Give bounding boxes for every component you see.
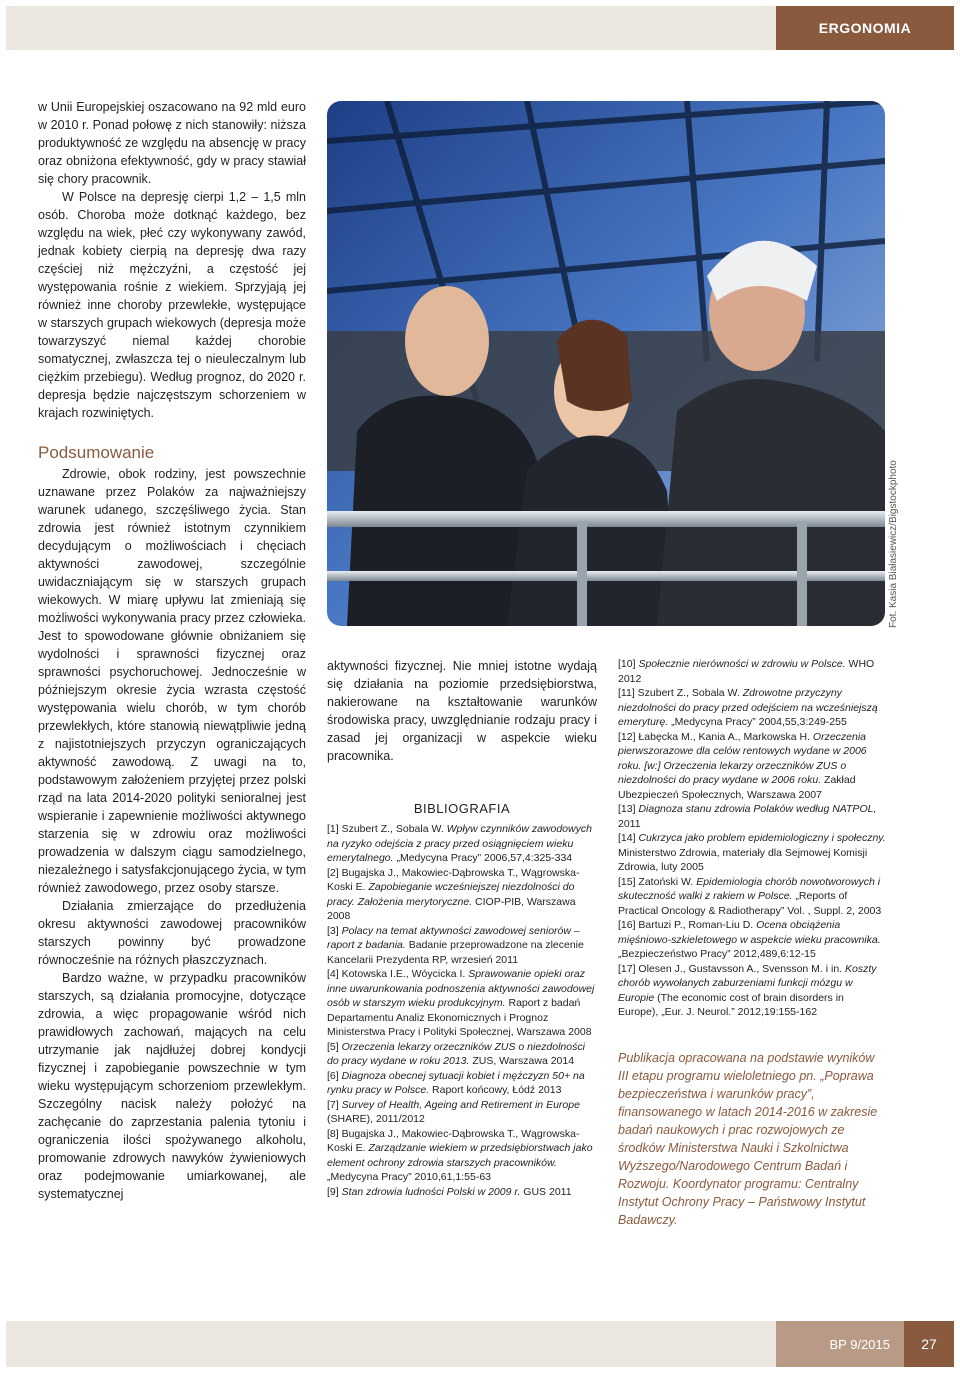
entry-source: „Reports of Practical Oncology & Radiotherapy” Vol. , Suppl. 2, 2003 [618, 890, 882, 917]
summary-continuation [327, 657, 597, 765]
bibliography-entry [618, 962, 886, 1020]
entry-source: „Bezpieczeństwo Pracy” 2012,489,6:12-15 [618, 948, 816, 960]
bibliography-entry [327, 1098, 597, 1127]
entry-authors: [6] [327, 1069, 342, 1082]
bibliography-entry [618, 831, 886, 875]
entry-source: WHO 2012 [618, 658, 875, 685]
entry-source: 2011 [618, 817, 641, 830]
bibliography-entry [327, 1185, 597, 1200]
entry-title: Stan zdrowia ludności Polski w 2009 r. [341, 1185, 521, 1198]
page-number: 27 [904, 1321, 954, 1367]
entry-title: Zarządzanie wiekiem w przedsiębiorstwach jako element ochrony zdrowia starszych pracowników. [327, 1142, 593, 1169]
entry-authors: [2] Bugajska J., Makowiec-Dąbrowska T., Wągrowska-Koski E. [327, 866, 580, 893]
section-label: ERGONOMIA [776, 6, 954, 50]
entry-title: Koszty chorób wywołanych zaburzeniami funkcji mózgu w Europie [618, 962, 877, 1004]
issue-label: BP 9/2015 [776, 1321, 904, 1367]
bibliography-entry [327, 822, 597, 866]
summary-paragraph-4: aktywności fizycznej. Nie mniej istotne wydają się działania na poziomie przedsiębiorstwa, nakierowane na kształtowanie warunków środowiska pracy, uwzględnianie rodzaju pracy i zasad jej organizacji w aspekcie wieku pracownika. [327, 659, 597, 763]
article-photo [327, 101, 885, 626]
entry-title: Survey of Health, Ageing and Retirement in Europe [341, 1098, 580, 1111]
bibliography-entry [327, 1127, 597, 1185]
bibliography-entry [327, 1069, 597, 1098]
bibliography-title: BIBLIOGRAFIA [413, 801, 511, 816]
entry-title: Diagnoza obecnej sytuacji kobiet i mężczyzn 50+ na rynku pracy w Polsce. [327, 1069, 585, 1096]
entry-title: Sprawowanie opieki oraz inne uwarunkowania podnoszenia aktywności zawodowej osób w starszym wieku produkcyjnym. [327, 968, 595, 1009]
entry-authors: [4] Kotowska I.E., Wóycicka I. [327, 968, 469, 980]
funding-note: Publikacja opracowana na podstawie wyników III etapu programu wieloletniego pn. „Poprawa bezpieczeństwa i warunków pracy”, finansowanego w latach 2014-2016 w zakresie badań naukowych i prac rozwojowych ze środków Ministerstwa Nauki i Szkolnictwa Wyższego/Narodowego Centrum Badań i Rozwoju. Koordynator programu: Centralny Instytut Ochrony Pracy – Państwowy Instytut Badawczy. [618, 1051, 878, 1227]
entry-authors: [7] [327, 1098, 342, 1111]
entry-source: Badanie przeprowadzone na zlecenie Kancelarii Prezydenta RP, wrzesień 2011 [327, 939, 584, 966]
entry-authors: [9] [327, 1185, 342, 1198]
bibliography-list-b [618, 657, 886, 1020]
entry-authors: [5] [327, 1040, 342, 1053]
entry-source: Raport z badań Departamentu Analiz Ekonomicznych i Prognoz Ministerstwa Pracy i Polityki Społecznej, Warszawa 2008 [327, 997, 592, 1038]
entry-authors: [11] Szubert Z., Sobala W. [618, 687, 743, 699]
intro-paragraph-1: w Unii Europejskiej oszacowano na 92 mld euro w 2010 r. Ponad połowę z nich stanowiły: niższa produktywność ze względu na absencję w pracy oraz obniżona efektywność, gdy w pracy stawiał się chory pracownik. [38, 100, 306, 186]
entry-authors: [13] [618, 803, 639, 815]
entry-source: Zakład Ubezpieczeń Społecznych, Warszawa 2007 [618, 774, 856, 801]
bibliography-entry [327, 967, 597, 1040]
entry-title: Ocena obciążenia mięśniowo-szkieletowego w aspekcie wieku pracownika. [618, 919, 881, 946]
entry-authors: [15] Zatoński W. [618, 875, 697, 888]
footer-band [6, 1321, 954, 1367]
bibliography-entry [618, 918, 886, 962]
summary-text [38, 465, 306, 1203]
entry-source: (SHARE), 2011/2012 [327, 1113, 425, 1125]
entry-title: Orzeczenia pierwszorazowe dla celów rentowych wydane w 2006 roku. [w:] Orzeczenia lekarzy orzeczników ZUS o niezdolności do pracy wydane w 2006 roku. [618, 730, 867, 786]
entry-source: „Medycyna Pracy” 2010,61,1:55-63 [327, 1171, 492, 1183]
header-band [6, 6, 954, 50]
summary-paragraph-3: Bardzo ważne, w przypadku pracowników starszych, są działania promocyjne, dotyczące zdrowia, a więc propagowanie wśród nich prawidłowych zachowań, mających na celu utrzymanie jak najdłużej dobrej kondycji fizycznej i zapobieganie powszechnie w tym wieku występującym schorzeniom przewlekłym. Szczególny nacisk należy położyć na zachęcanie do zaprzestania palenia tytoniu i ograniczenia ilości spożywanego alkoholu, promowanie zdrowych nawyków żywieniowych oraz podejmowanie umiarkowanej, ale systematycznej [38, 971, 306, 1201]
entry-title: Zdrowotne przyczyny niezdolności do pracy przed odejściem na wcześniejszą emeryturę. [618, 687, 878, 728]
entry-source: CIOP-PIB, Warszawa 2008 [327, 895, 576, 922]
photo-illustration [327, 101, 885, 626]
bibliography-list-a [327, 822, 597, 1199]
entry-title: Zapobieganie wcześniejszej niezdolności do pracy. Założenia merytoryczne. [327, 881, 575, 908]
intro-paragraph-2: W Polsce na depresję cierpi 1,2 – 1,5 mln osób. Choroba może dotknąć każdego, bez względu na wiek, płeć czy wykonywany zawód, jednak kobiety cierpią na depresję dwa razy częściej niż mężczyźni, a częstość jej występowania rośnie z wiekiem. Sprzyjają jej również inne choroby przewlekłe, występujące w starszych grupach wiekowych (depresja może towarzyszyć niemal każdej chorobie somatycznej, zwłaszcza tej o nieuleczalnym lub ciężkim przebiegu). Według prognoz, do 2020 r. depresja będzie najczęstszym schorzeniem w krajach rozwiniętych. [38, 190, 306, 420]
entry-title: Polacy na temat aktywności zawodowej seniorów – raport z badania. [327, 924, 580, 951]
summary-paragraph-2: Działania zmierzające do przedłużenia okresu aktywności zawodowej pracowników starszych powinny być prowadzone równocześnie na różnych płaszczyznach. [38, 899, 306, 967]
entry-authors: [3] [327, 924, 342, 937]
bibliography-entry [327, 924, 597, 968]
bibliography-entry [327, 1040, 597, 1069]
summary-heading: Podsumowanie [38, 443, 155, 462]
entry-source: „Medycyna Pracy” 2004,55,3:249-255 [668, 716, 847, 728]
entry-title: Społecznie nierówności w zdrowiu w Polsce. [638, 658, 846, 670]
entry-authors: [8] Bugajska J., Makowiec-Dąbrowska T., Wągrowska-Koski E. [327, 1127, 580, 1154]
bibliography-entry [327, 866, 597, 924]
entry-authors: [16] Bartuzi P., Roman-Liu D. [618, 919, 757, 931]
entry-title: Epidemiologia chorób nowotworowych i skuteczność walki z rakiem w Polsce. [618, 875, 881, 902]
entry-source: „Medycyna Pracy” 2006,57,4:325-334 [393, 852, 573, 864]
entry-authors: [1] Szubert Z., Sobala W. [327, 823, 447, 835]
bibliography-entry [618, 730, 886, 803]
entry-source: ZUS, Warszawa 2014 [469, 1055, 575, 1067]
entry-source: Raport końcowy, Łódź 2013 [429, 1084, 562, 1096]
bibliography-entry [618, 875, 886, 919]
entry-source: GUS 2011 [520, 1185, 572, 1198]
entry-source: (The economic cost of brain disorders in Europe), „Eur. J. Neurol.” 2012,19:155-162 [618, 991, 844, 1018]
entry-title: Orzeczenia lekarzy orzeczników ZUS o niezdolności do pracy wydane w roku 2013. [327, 1040, 585, 1067]
bibliography-entry [618, 657, 886, 686]
entry-title: Diagnoza stanu zdrowia Polaków według NATPOL, [638, 803, 877, 815]
entry-title: Cukrzyca jako problem epidemiologiczny i społeczny. [638, 832, 886, 844]
summary-paragraph-1: Zdrowie, obok rodziny, jest powszechnie uznawane przez Polaków za najważniejszy warunek udanego, szczęśliwego życia. Stan zdrowia jest również istotnym czynnikiem decydującym o możliwościach i chęciach aktywności zawodowej, szczególnie uwidaczniającym się w starszych grupach wiekowych. W miarę upływu lat zmieniają się możliwości wykonywania pracy przez człowieka. Jest to spowodowane głównie obniżaniem się wydolności i sprawności fizycznej oraz sprawności psychoruchowej. Jednocześnie w późniejszym okresie życia wzrasta częstość występowania wielu chorób, w tym chorób przewlekłych, które stanowią niewątpliwie jedną z najistotniejszych przyczyn ograniczających aktywność zawodową. Z uwagi na to, podstawowym założeniem przyjętej przez polski rząd na lata 2014-2020 polityki senioralnej jest wspieranie i zapewnienie możliwości aktywnego starzenia się w zdrowiu oraz możliwości prowadzenia w dalszym ciągu samodzielnego, niezależnego i satysfakcjonującego życia, w tym również zawodowego, przez osoby starsze. [38, 467, 306, 895]
bibliography-entry [618, 802, 886, 831]
bibliography-entry [618, 686, 886, 730]
entry-source: Ministerstwo Zdrowia, materiały dla Sejmowej Komisji Zdrowia, luty 2005 [618, 846, 868, 873]
photo-credit: Fot. Kasia Białasiewicz/Bigstockphoto [888, 460, 899, 628]
entry-authors: [12] Łabęcka M., Kania A., Markowska H. [618, 730, 813, 743]
intro-text [38, 98, 306, 422]
entry-authors: [14] [618, 832, 639, 844]
entry-title: Wpływ czynników zawodowych na ryzyko odejścia z pracy przed osiągnięciem wieku emerytalnego. [327, 823, 592, 864]
entry-authors: [17] Olesen J., Gustavsson A., Svensson M. i in. [618, 962, 846, 975]
entry-authors: [10] [618, 658, 639, 670]
